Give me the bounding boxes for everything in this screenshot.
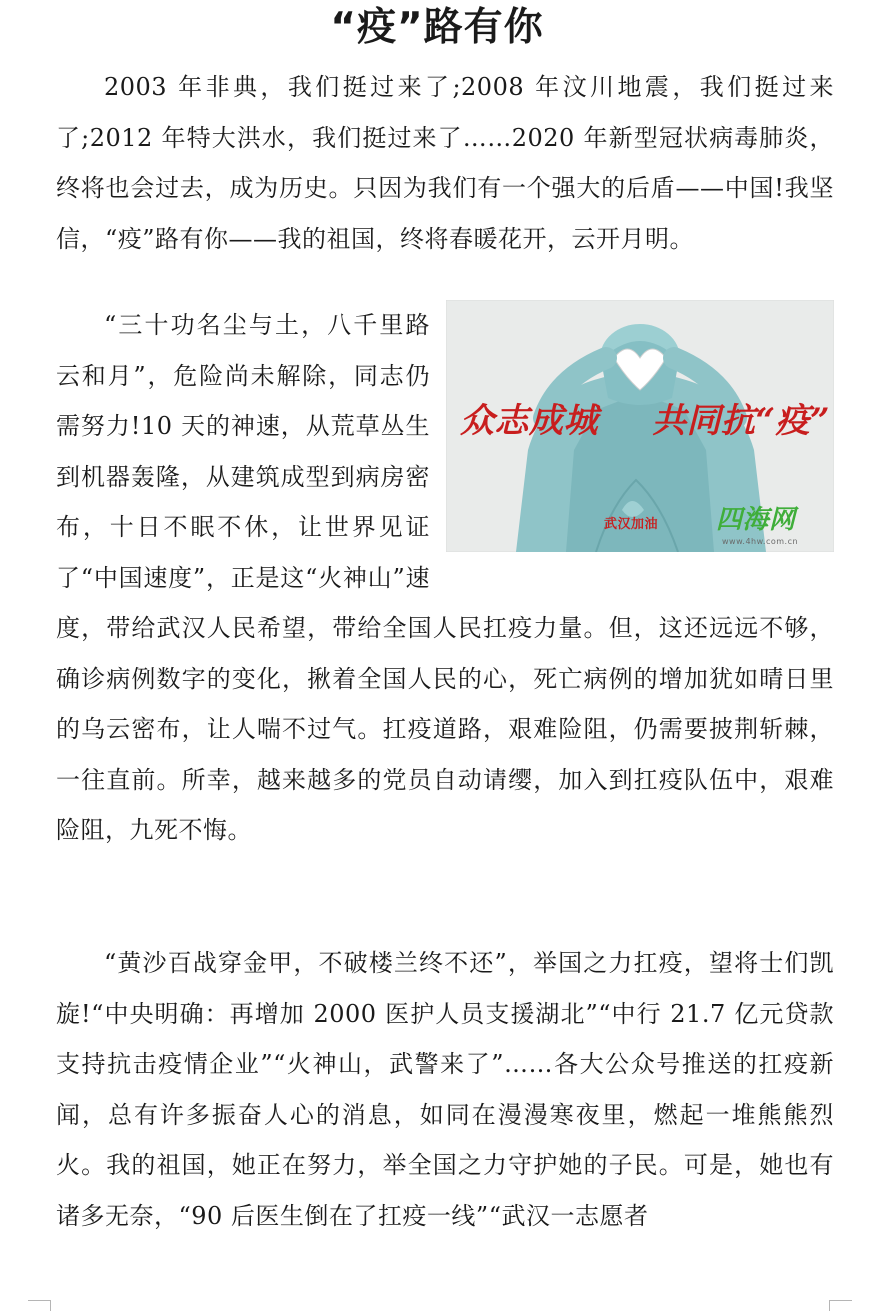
- page-corner-mark-right: [829, 1300, 852, 1311]
- poster-logo-url: www.4hw.com.cn: [722, 537, 799, 546]
- campaign-poster-image: [446, 300, 834, 552]
- document-title: “疫”路有你: [330, 5, 544, 50]
- poster-logo: 四海网: [716, 505, 796, 535]
- slogan-right: 共同抗“疫”: [652, 401, 831, 441]
- paragraph-3: “黄沙百战穿金甲，不破楼兰终不还”，举国之力扛疫，望将士们凯旋!“中央明确：再增加 2000 医护人员支援湖北”“中行 21.7 亿元贷款支持抗击疫情企业”“火神山，武警来了”……各大公众号推送的扛疫新闻，总有许多振奋人心的消息，如同在漫漫寒夜里，燃起一堆熊熊烈火。我的祖国，她正在努力，举全国之力守护她的子民。可是，她也有诸多无奈，“90 后医生倒在了扛疫一线”“武汉一志愿者: [56, 949, 834, 1230]
- paragraph-2: [56, 300, 834, 856]
- paragraph-2-text: “三十功名尘与土，八千里路云和月”，危险尚未解除，同志仍需努力!10 天的神速，从荒草丛生到机器轰隆，从建筑成型到病房密布，十日不眠不休，让世界见证了“中国速度”，正是这“火神山”速度，带给武汉人民希望，带给全国人民扛疫力量。但，这还远远不够，确诊病例数字的变化，揪着全国人民的心，死亡病例的增加犹如晴日里的乌云密布，让人喘不过气。扛疫道路，艰难险阻，仍需要披荆斩棘，一往直前。所幸，越来越多的党员自动请缨，加入到扛疫队伍中，艰难险阻，九死不悔。: [56, 311, 834, 844]
- paragraph-1: 2003 年非典，我们挺过来了;2008 年汶川地震，我们挺过来了;2012 年特大洪水，我们挺过来了……2020 年新型冠状病毒肺炎，终将也会过去，成为历史。只因为我们有一个强大的后盾——中国!我坚信，“疫”路有你——我的祖国，终将春暖花开，云开月明。: [56, 73, 834, 253]
- page-corner-mark-left: [28, 1300, 51, 1311]
- poster-caption: 武汉加油: [604, 517, 659, 532]
- slogan-left: 众志成城: [460, 401, 598, 441]
